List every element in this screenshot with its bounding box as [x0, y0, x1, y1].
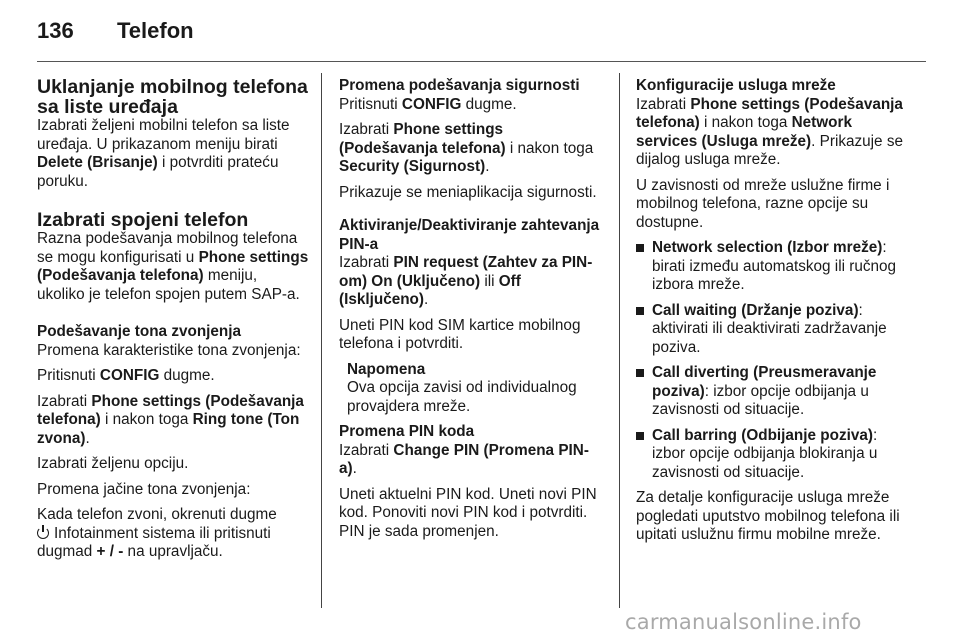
heading-pin-request: Aktiviranje/Deaktiviranje zahtevanja PIN-a — [339, 217, 600, 253]
page-number: 136 — [37, 18, 74, 43]
paragraph-network-depends: U zavisnosti od mreže uslužne firme i mobilnog telefona, razne opcije su dostupne. — [636, 176, 890, 231]
paragraph-press-config: Pritisnuti CONFIG dugme. — [339, 95, 517, 113]
paragraph-pin-request: Izabrati PIN request (Zahtev za PIN-om) On (Uključeno) ili Off (Isključeno). — [339, 254, 593, 308]
list-item: Network selection (Izbor mreže): birati između automatskog ili ručnog izbora mreže. — [636, 239, 908, 295]
note-text: Ova opcija zavisi od individualnog provajdera mreže. — [347, 379, 577, 415]
list-item: Call diverting (Preusmeravanje poziva): izbor opcije odbijanja u zavisnosti od situacije. — [636, 364, 908, 420]
page-header — [37, 16, 194, 46]
list-item: Call waiting (Držanje poziva): aktivirati ili deaktivirati zadržavanje poziva. — [636, 302, 908, 358]
paragraph-select-phone: Razna podešavanja mobilnog telefona se mogu konfigurisati u Phone settings (Podešavanja telefona) meniju, ukoliko je telefon spojen putem SAP-a. — [37, 230, 309, 303]
note-title: Napomena — [347, 360, 426, 378]
watermark: carmanualsonline.info — [625, 610, 862, 634]
column-1 — [37, 77, 309, 569]
page-title: Telefon — [117, 18, 194, 43]
heading-security: Promena podešavanja sigurnosti — [339, 77, 580, 94]
heading-remove-phone: Uklanjanje mobilnog telefona sa liste uređaja — [37, 76, 308, 118]
heading-network-services: Konfiguracije usluga mreže — [636, 77, 836, 94]
paragraph-press-config: Pritisnuti CONFIG dugme. — [37, 367, 215, 384]
column-2 — [339, 77, 605, 548]
paragraph-ringtone: Promena karakteristike tona zvonjenja: — [37, 341, 301, 359]
paragraph-volume-steps: Kada telefon zvoni, okrenuti dugme Infotainment sistema ili pritisnuti dugmad + / - na upravljaču. — [37, 506, 277, 560]
paragraph-remove-phone: Izabrati željeni mobilni telefon sa liste uređaja. U prikazanom meniju birati Delete (Brisanje) i potvrditi prateću poruku. — [37, 117, 290, 190]
list-item: Call barring (Odbijanje poziva): izbor opcije odbijanja blokiranja u zavisnosti od situacije. — [636, 427, 908, 483]
header-rule — [37, 61, 926, 62]
paragraph-security-submenu: Prikazuje se meniaplikacija sigurnosti. — [339, 183, 597, 201]
paragraph-network-details: Za detalje konfiguracije usluga mreže pogledati uputstvo mobilnog telefona ili upitati uslužnu firmu mobilne mreže. — [636, 489, 900, 543]
paragraph-change-pin: Izabrati Change PIN (Promena PIN-a). — [339, 441, 589, 477]
heading-select-phone: Izabrati spojeni telefon — [37, 209, 249, 231]
paragraph-enter-pin: Uneti PIN kod SIM kartice mobilnog telefona i potvrditi. — [339, 316, 581, 352]
note-box — [339, 361, 605, 417]
column-divider — [619, 73, 620, 608]
paragraph-choose-option: Izabrati željenu opciju. — [37, 455, 189, 472]
heading-ringtone: Podešavanje tona zvonjenja — [37, 323, 242, 340]
paragraph-new-pin: Uneti aktuelni PIN kod. Uneti novi PIN kod. Ponoviti novi PIN kod i potvrditi. PIN je sada promenjen. — [339, 485, 597, 540]
column-divider — [321, 73, 322, 608]
column-3 — [636, 77, 908, 552]
paragraph-select-network: Izabrati Phone settings (Podešavanja telefona) i nakon toga Network services (Usluga mreže). Prikazuje se dijalog usluga mreže. — [636, 95, 903, 168]
heading-change-pin: Promena PIN koda — [339, 423, 475, 440]
paragraph-volume: Promena jačine tona zvonjenja: — [37, 480, 251, 498]
paragraph-select-security: Izabrati Phone settings (Podešavanja telefona) i nakon toga Security (Sigurnost). — [339, 121, 594, 175]
paragraph-select-ringtone: Izabrati Phone settings (Podešavanja telefona) i nakon toga Ring tone (Ton zvona). — [37, 392, 304, 447]
power-icon — [37, 527, 49, 539]
